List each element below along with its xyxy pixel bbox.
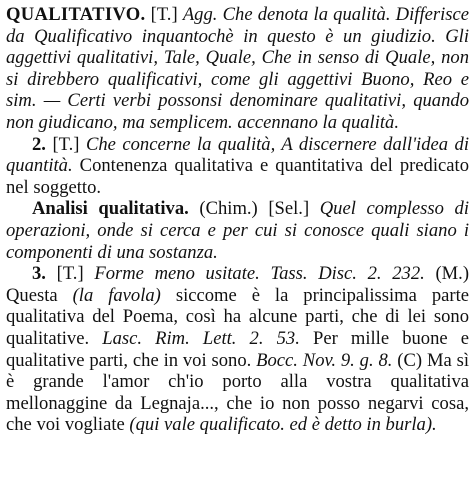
example-text: Contenenza qualitativa e quantitativa del predicato nel soggetto. [6, 155, 469, 198]
quote: Questa [6, 284, 58, 306]
quote: Ma sì è grande l'amor ch'io porto alla vostra qualitativa mellonaggine da Legnaja..., che io non posso negarvi cosa, che voi vogliate [6, 349, 469, 436]
definition: Che denota la qualità. Differisce da Qualificativo inquantochè in questo è un giudizio. Gli aggettivi qualitativi, Tale, Quale, Che in senso di Quale, non si direbbero qualificativi, come gli aggettivi Buono, Reo e sim. — Certi verbi possonsi denominare qualitativi, quando non giudicano, ma semplicem. accennano la qualità. [6, 4, 470, 133]
definition: Che concerne la qualità, A discernere dall'idea di quantità. [6, 133, 469, 177]
entry-sense-2 [6, 134, 469, 199]
citation: Lasc. Rim. Lett. 2. 53. [102, 327, 300, 349]
register-tag: [T.] [150, 4, 178, 25]
entry-sense-3 [6, 263, 469, 436]
register-tag: [T.] [56, 263, 84, 285]
sense-number: 2. [32, 133, 46, 155]
source-mark: (M.) [435, 263, 470, 285]
definition: Quel complesso di operazioni, onde si cerca e per cui si conosce quali siano i componenti di una sostanza. [6, 198, 469, 263]
subentry-headword: Analisi qualitativa. [32, 198, 189, 220]
definition: Forme meno usitate. [94, 263, 260, 285]
part-of-speech: Agg. [182, 4, 218, 25]
headword: QUALITATIVO. [6, 4, 146, 25]
sense-number: 3. [32, 263, 46, 285]
quote-gloss: (la favola) [72, 284, 161, 306]
citation: Bocc. Nov. 9. g. 8. [256, 349, 393, 371]
subentry-analisi [6, 198, 469, 263]
citation: Tass. Disc. 2. 232. [270, 263, 425, 285]
quote-gloss: (qui vale qualificato. ed è detto in burla). [129, 414, 437, 436]
entry-sense-1 [6, 4, 469, 134]
quote: Per mille buone e qualitative parti, che in voi sono. [6, 327, 470, 371]
register-tag: [Sel.] [268, 198, 310, 220]
register-tag: [T.] [52, 133, 80, 155]
source-mark: (C) [397, 349, 423, 371]
quote: siccome è la principalissima parte qualitativa del Poema, così ha alcune parti, che di lei sono qualitative. [6, 284, 469, 349]
domain-label: (Chim.) [199, 198, 258, 220]
